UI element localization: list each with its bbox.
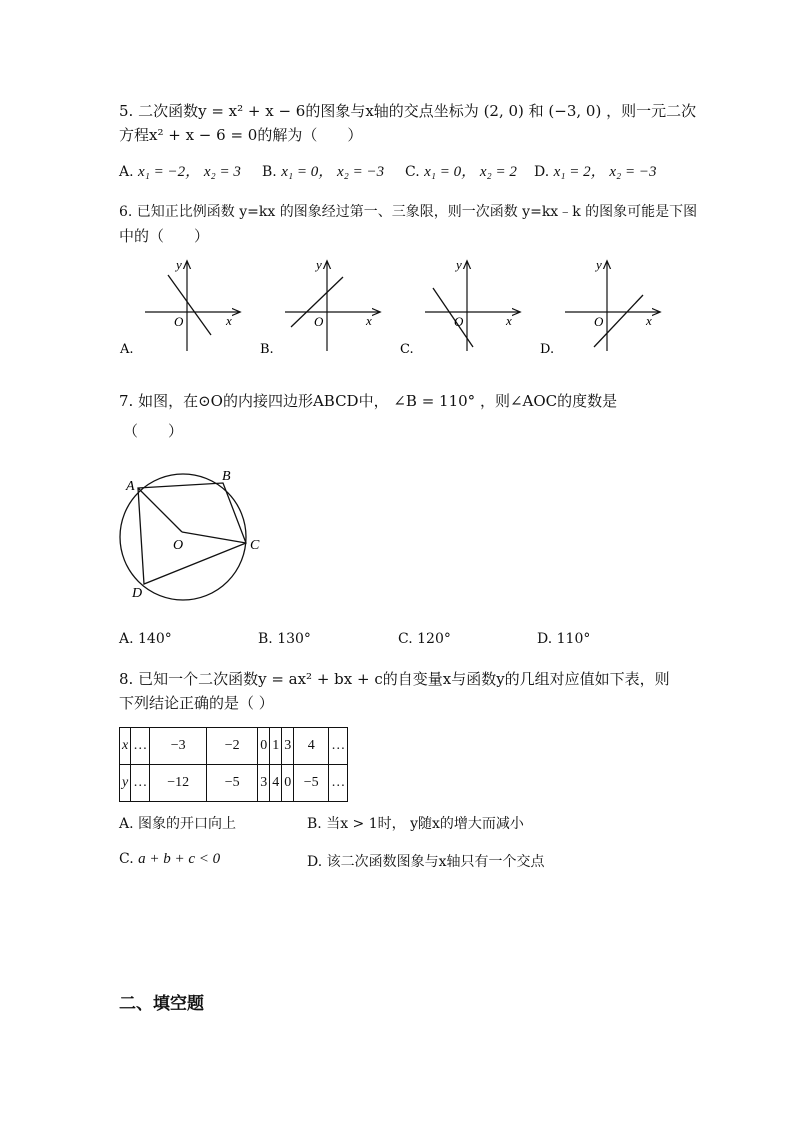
q5-option-b: [262, 160, 384, 181]
q7-option-a: [119, 631, 172, 647]
table-cell: 3: [258, 765, 270, 802]
q6-stem-line2: 中的（ ）: [119, 227, 210, 245]
option-text: x₁ = −2， x₂ = 3: [138, 164, 241, 180]
table-cell: x: [120, 728, 131, 765]
origin-label: O: [174, 314, 184, 329]
option-text: 该二次函数图象与x轴只有一个交点: [326, 854, 545, 870]
table-cell: −5: [294, 765, 329, 802]
axis-x-label: x: [226, 313, 232, 328]
option-label: C.: [119, 851, 134, 867]
q5-stem-line2: 方程x² + x − 6 = 0的解为（ ）: [119, 126, 363, 144]
option-text: 130°: [277, 631, 311, 647]
axis-y-label: y: [596, 257, 602, 272]
table-cell: 0: [282, 765, 294, 802]
q7-option-d: [537, 631, 590, 647]
axis-y-label: y: [456, 257, 462, 272]
q7-circle-figure: [110, 460, 280, 610]
point-b-label: B: [222, 469, 231, 484]
q7-stem-line1: 7. 如图，在⊙O的内接四边形ABCD中， ∠B = 110° ，则∠AOC的度数是: [119, 392, 618, 410]
option-label: B.: [307, 816, 322, 832]
table-cell: …: [131, 765, 150, 802]
table-cell: …: [131, 728, 150, 765]
graph-d: [565, 257, 659, 351]
q8-stem-line2: 下列结论正确的是（ ）: [119, 694, 274, 712]
graph-c: [425, 257, 519, 351]
q6-stem-line1: 6. 已知正比例函数 y=kx 的图象经过第一、三象限，则一次函数 y=kx﹣k 的图象可能是下图: [119, 204, 698, 220]
point-c-label: C: [250, 538, 260, 553]
option-text: 140°: [138, 631, 172, 647]
section-heading: 二、填空题: [119, 994, 204, 1014]
graph-a: [145, 257, 239, 351]
option-label: D.: [307, 854, 323, 870]
q5-option-d: [534, 160, 657, 181]
table-cell: 1: [270, 728, 282, 765]
table-row-y: [120, 765, 348, 802]
q8-option-d: [307, 851, 545, 871]
option-text: x₁ = 2， x₂ = −3: [553, 164, 657, 180]
table-cell: y: [120, 765, 131, 802]
q8-stem-line1: 8. 已知一个二次函数y = ax² + bx + c的自变量x与函数y的几组对应值如下表，则: [119, 670, 670, 688]
graph-a-label: A.: [120, 342, 134, 357]
axis-x-label: x: [506, 313, 512, 328]
q7-stem-line2: （ ）: [123, 422, 184, 440]
graph-b: [285, 257, 379, 351]
option-label: C.: [398, 631, 413, 647]
table-cell: 3: [282, 728, 294, 765]
graph-d-label: D.: [540, 342, 555, 357]
option-label: B.: [258, 631, 273, 647]
axis-y-label: y: [176, 257, 182, 272]
segment-ao: [138, 488, 182, 532]
origin-label: O: [594, 314, 604, 329]
point-a-label: A: [126, 479, 135, 494]
table-cell: 4: [270, 765, 282, 802]
option-label: A.: [119, 164, 134, 180]
origin-label: O: [454, 314, 464, 329]
graph-b-label: B.: [260, 342, 274, 357]
q8-option-b: [307, 813, 524, 833]
option-text: a + b + c < 0: [138, 851, 221, 867]
table-cell: −12: [150, 765, 207, 802]
option-label: D.: [534, 164, 550, 180]
q6-graphs: [115, 255, 715, 365]
axis-y-label: y: [316, 257, 322, 272]
q8-option-a: [119, 813, 236, 833]
table-cell: …: [329, 765, 348, 802]
value-table: [119, 727, 348, 802]
option-label: C.: [405, 164, 420, 180]
table-row-x: [120, 728, 348, 765]
table-cell: 4: [294, 728, 329, 765]
table-cell: −2: [207, 728, 258, 765]
table-cell: −5: [207, 765, 258, 802]
q5-option-a: [119, 160, 241, 181]
table-cell: 0: [258, 728, 270, 765]
origin-label: O: [314, 314, 324, 329]
option-label: A.: [119, 816, 134, 832]
q5-stem-line1: 5. 二次函数y = x² + x − 6的图象与x轴的交点坐标为 (2, 0) 和 (−3, 0) ，则一元二次: [119, 102, 697, 120]
q5-option-c: [405, 160, 517, 181]
option-text: 当x > 1时， y随x的增大而减小: [326, 816, 524, 832]
option-text: 110°: [556, 631, 591, 647]
option-text: x₁ = 0， x₂ = 2: [424, 164, 517, 180]
option-text: 120°: [417, 631, 451, 647]
table-cell: −3: [150, 728, 207, 765]
option-label: A.: [119, 631, 134, 647]
axis-x-label: x: [366, 313, 372, 328]
q8-option-c: [119, 851, 220, 868]
option-label: B.: [262, 164, 277, 180]
option-label: D.: [537, 631, 553, 647]
option-text: 图象的开口向上: [138, 816, 237, 832]
point-d-label: D: [132, 586, 143, 601]
segment-oc: [182, 532, 246, 543]
table-cell: …: [329, 728, 348, 765]
option-text: x₁ = 0， x₂ = −3: [281, 164, 385, 180]
axis-x-label: x: [646, 313, 652, 328]
graph-c-label: C.: [400, 342, 414, 357]
q7-option-b: [258, 631, 311, 647]
q7-option-c: [398, 631, 451, 647]
point-o-label: O: [173, 538, 184, 553]
